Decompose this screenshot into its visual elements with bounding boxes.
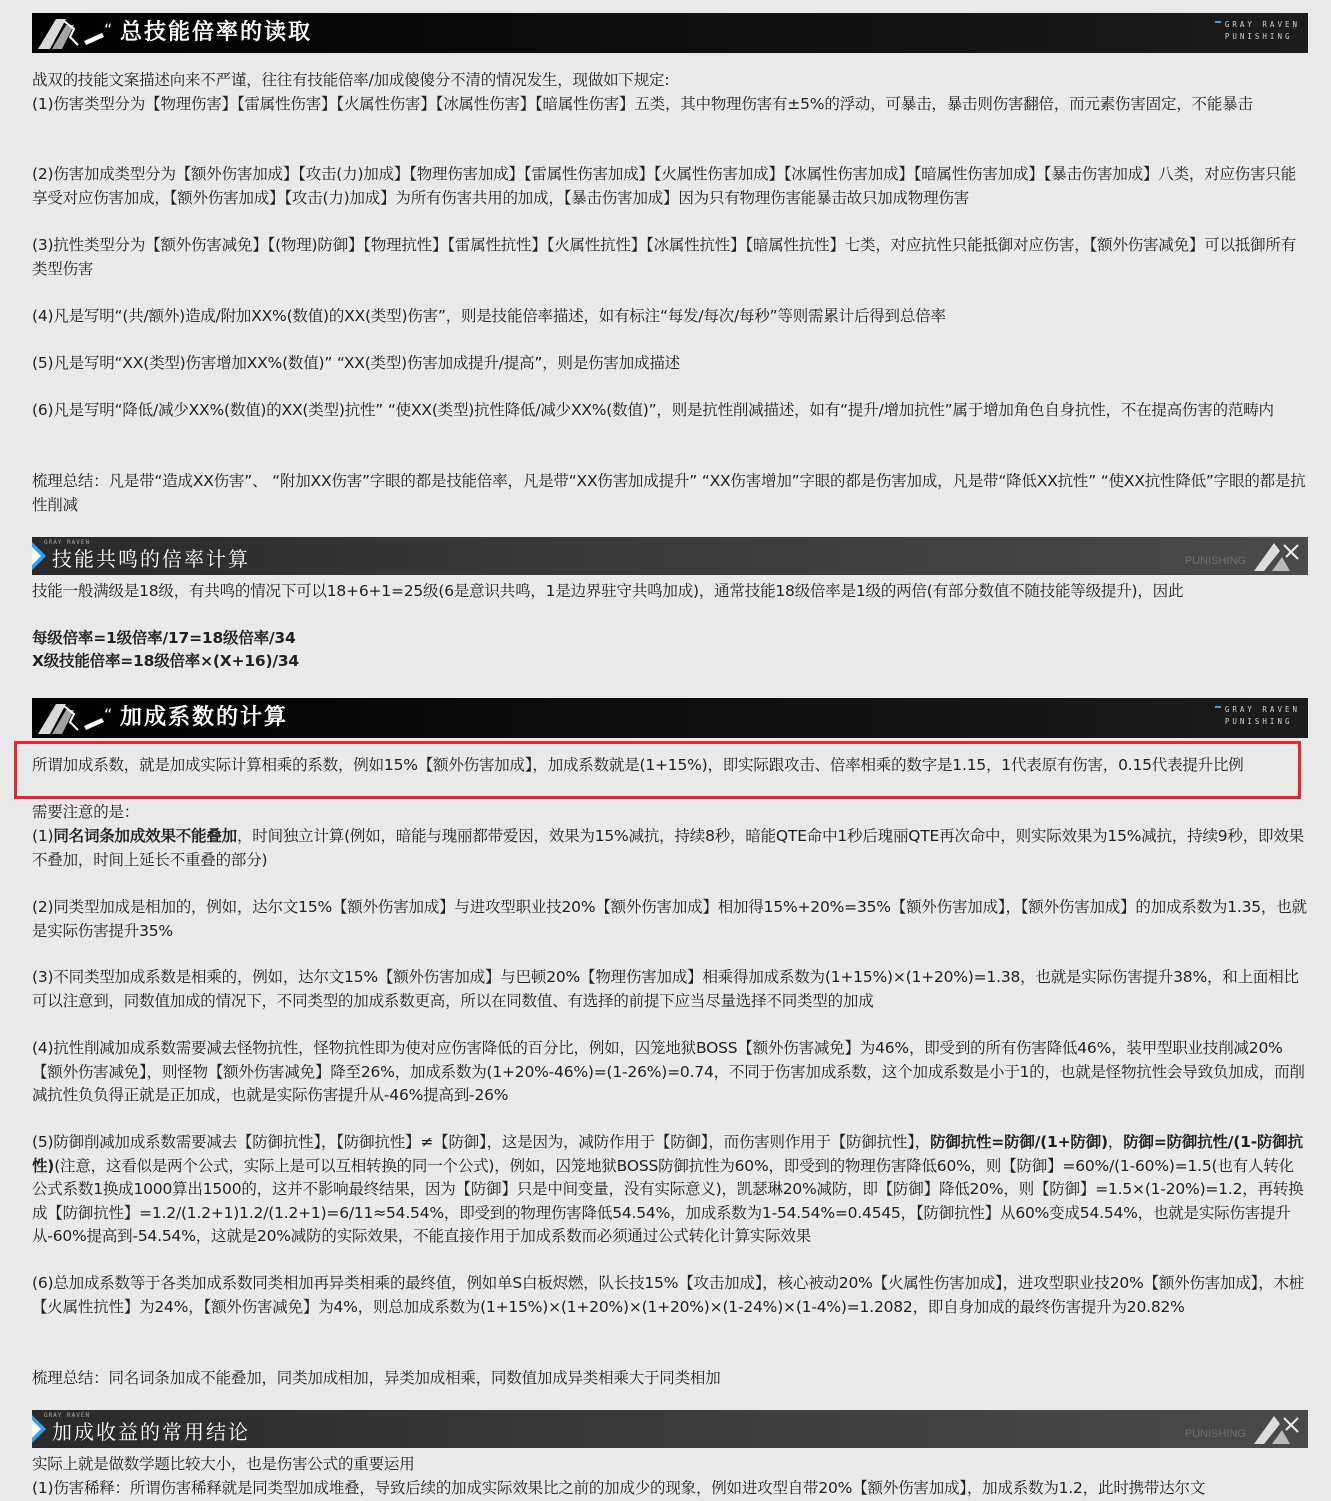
conclusion-1: (1)伤害稀释：所谓伤害稀释就是同类型加成堆叠，导致后续的加成实际效果比之前的加成少的现象，例如进攻型自带20%【额外伤害加成】，加成系数为1.2，此时携带达尔文 [32, 1479, 1206, 1497]
section-header-skill-multiplier [32, 13, 1308, 53]
svg-text:“: “ [104, 705, 113, 724]
punishing-logo-icon [1250, 539, 1302, 573]
brand-text: GRAY RAVEN PUNISHING [1225, 704, 1300, 728]
section-title: 加成收益的常用结论 [52, 1420, 250, 1444]
point-5: (5)防御削减加成系数需要减去【防御抗性】，【防御抗性】≠【防御】，这是因为，减防作用于【防御】，而伤害则作用于【防御抗性】，防御抗性=防御/(1+防御)，防御=防御抗性/(1-防御抗性)(注意，这看似是两个公式，实际上是可以互相转换的同一个公式)，例如，囚笼地狱BOSS防御抗性为60%，即受到的物理伤害降低60%，则【防御】=60%/(1-60%)=1.5(也有人转化公式系数1换成1000算出1500的，这并不影响最终结果，因为【防御】只是中间变量，没有实际意义)，凯瑟琳20%减防，即【防御】降低20%，则【防御】=1.5×(1-20%)=1.2，再转换成【防御抗性】=1.2/(1.2+1)1.2/(1.2+1)=6/11≈54.54%，即受到的物理伤害降低54.54%，加成系数为1-54.54%=0.4545，【防御抗性】从60%变成54.54%，也就是实际伤害提升从-60%提高到-54.54%，这就是20%减防的实际效果，不能直接作用于加成系数而必须通过公式转化计算实际效果 [32, 1133, 1304, 1245]
rule-2: (2)伤害加成类型分为【额外伤害加成】【攻击(力)加成】【物理伤害加成】【雷属性伤害加成】【火属性伤害加成】【冰属性伤害加成】【暗属性伤害加成】【暴击伤害加成】八类，对应伤害只能享受对应伤害加成，【额外伤害加成】【攻击(力)加成】为所有伤害共用的加成，【暴击伤害加成】因为只有物理伤害能暴击故只加成物理伤害 [32, 165, 1297, 207]
intro-text: 战双的技能文案描述向来不严谨，往往有技能倍率/加成傻傻分不清的情况发生，现做如下规定: [32, 71, 670, 89]
arrow-icon [32, 1415, 46, 1443]
rule-6: (6)凡是写明“降低/减少XX%(数值)的XX(类型)抗性” “使XX(类型)抗性降低/减少XX%(数值)”，则是抗性削减描述，如有“提升/增加抗性”属于增加角色自身抗性，不在提高伤害的范畴内 [32, 401, 1274, 419]
point-3: (3)不同类型加成系数是相乘的，例如，达尔文15%【额外伤害加成】与巴顿20%【物理伤害加成】相乘得加成系数为(1+15%)×(1+20%)=1.38，也就是实际伤害提升38%，和上面相比可以注意到，同数值加成的情况下，不同类型的加成系数更高，所以在同数值、有选择的前提下应当尽量选择不同类型的加成 [32, 968, 1299, 1010]
summary-1: 梳理总结：凡是带“造成XX伤害”、 “附加XX伤害”字眼的都是技能倍率，凡是带“XX伤害加成提升” “XX伤害增加”字眼的都是伤害加成，凡是带“降低XX抗性” “使XX抗性降低”字眼的都是抗性削减 [32, 472, 1306, 514]
section-title: 加成系数的计算 [120, 705, 289, 730]
arrow-icon [32, 542, 46, 570]
highlight-box [14, 741, 1301, 799]
point-1: (1)同名词条加成效果不能叠加，时间独立计算(例如，暗能与瑰丽都带爱因，效果为15%减抗，持续8秒，暗能QTE命中1秒后瑰丽QTE再次命中，则实际效果为15%减抗，持续9秒，即效果不叠加，时间上延长不重叠的部分) [32, 827, 1304, 869]
brand-text: PUNISHING [1184, 1428, 1246, 1440]
brand-text: GRAY RAVEN PUNISHING [1225, 19, 1300, 43]
conclusions-intro: 实际上就是做数学题比较大小，也是伤害公式的重要运用 [32, 1455, 415, 1473]
formula-1: 每级倍率=1级倍率/17=18级倍率/34 [32, 629, 296, 647]
resonance-text: 技能一般满级是18级，有共鸣的情况下可以18+6+1=25级(6是意识共鸣，1是边界驻守共鸣加成)，通常技能18级倍率是1级的两倍(有部分数值不随技能等级提升)，因此 [32, 582, 1184, 600]
coefficient-definition: 所谓加成系数，就是加成实际计算相乘的系数，例如15%【额外伤害加成】，加成系数就是(1+15%)，即实际跟攻击、倍率相乘的数字是1.15，1代表原有伤害，0.15代表提升比例 [32, 756, 1244, 774]
raven-emblem-icon [36, 15, 116, 51]
rule-3: (3)抗性类型分为【额外伤害减免】【(物理)防御】【物理抗性】【雷属性抗性】【火属性抗性】【冰属性抗性】【暗属性抗性】七类，对应抗性只能抵御对应伤害，【额外伤害减免】可以抵御所有类型伤害 [32, 236, 1297, 278]
section-title: 技能共鸣的倍率计算 [52, 547, 250, 571]
note-heading: 需要注意的是： [32, 803, 140, 821]
section-header-resonance: GRAY RAVEN 技能共鸣的倍率计算 PUNISHING [32, 537, 1308, 575]
svg-text:“: “ [104, 20, 113, 39]
point-2: (2)同类型加成是相加的，例如，达尔文15%【额外伤害加成】与进攻型职业技20%【额外伤害加成】相加得15%+20%=35%【额外伤害加成】，【额外伤害加成】的加成系数为1.35，也就是实际伤害提升35% [32, 898, 1307, 940]
punishing-logo-icon [1250, 1412, 1302, 1446]
summary-2: 梳理总结：同名词条加成不能叠加，同类加成相加，异类加成相乘，同数值加成异类相乘大于同类相加 [32, 1369, 721, 1387]
section-header-conclusions: GRAY RAVEN 加成收益的常用结论 PUNISHING [32, 1410, 1308, 1448]
section-title: 总技能倍率的读取 [120, 20, 313, 45]
brand-text: PUNISHING [1184, 555, 1246, 567]
formula-2: X级技能倍率=18级倍率×(X+16)/34 [32, 652, 300, 670]
point-4: (4)抗性削减加成系数需要减去怪物抗性，怪物抗性即为使对应伤害降低的百分比，例如，囚笼地狱BOSS【额外伤害减免】为46%，即受到的所有伤害降低46%，装甲型职业技削减20%【额外伤害减免】，则怪物【额外伤害减免】降至26%，加成系数为(1+20%-46%)=(1-26%)=0.74，不同于伤害加成系数，这个加成系数是小于1的，也就是怪物抗性会导致负加成，而削减抗性负负得正就是正加成，也就是实际伤害提升从-46%提高到-26% [32, 1039, 1305, 1104]
rule-4: (4)凡是写明“(共/额外)造成/附加XX%(数值)的XX(类型)伤害”，则是技能倍率描述，如有标注“每发/每次/每秒”等则需累计后得到总倍率 [32, 307, 946, 325]
rule-1: (1)伤害类型分为【物理伤害】【雷属性伤害】【火属性伤害】【冰属性伤害】【暗属性伤害】五类，其中物理伤害有±5%的浮动，可暴击，暴击则伤害翻倍，而元素伤害固定，不能暴击 [32, 95, 1253, 113]
rule-5: (5)凡是写明“XX(类型)伤害增加XX%(数值)” “XX(类型)伤害加成提升/提高”，则是伤害加成描述 [32, 354, 680, 372]
point-6: (6)总加成系数等于各类加成系数同类相加再异类相乘的最终值，例如单S白板烬燃，队长技15%【攻击加成】，核心被动20%【火属性伤害加成】，进攻型职业技20%【额外伤害加成】，木桩【火属性抗性】为24%，【额外伤害减免】为4%，则总加成系数为(1+15%)×(1+20%)×(1+20%)×(1-24%)×(1-4%)=1.2082，即自身加成的最终伤害提升为20.82% [32, 1274, 1305, 1316]
section-header-bonus-coefficient [32, 698, 1308, 738]
raven-emblem-icon [36, 700, 116, 736]
